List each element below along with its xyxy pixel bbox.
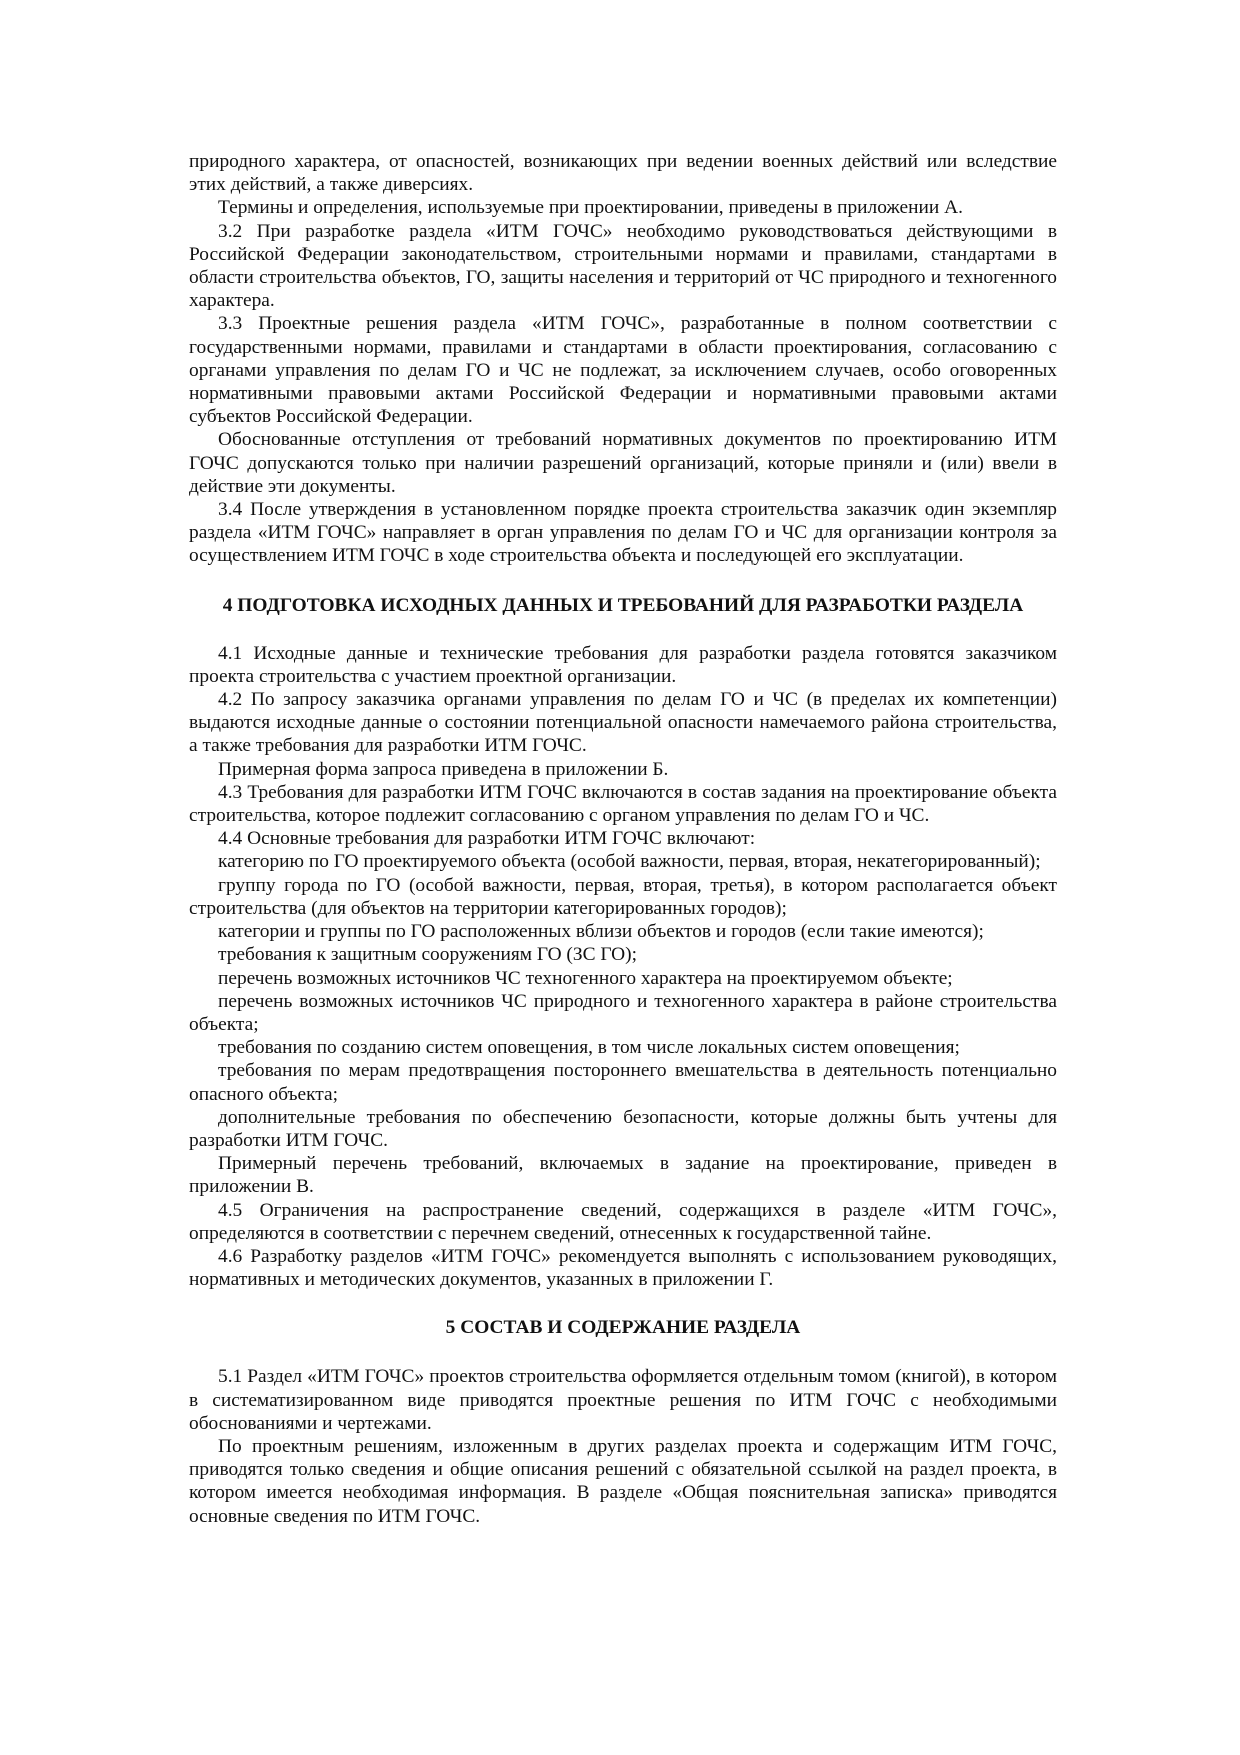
paragraph-4-1: 4.1 Исходные данные и технические требования для разработки раздела готовятся заказчиком проекта строительства с участием проектной организации. (189, 642, 1057, 687)
paragraph-3-3: 3.3 Проектные решения раздела «ИТМ ГОЧС», разработанные в полном соответствии с государственными нормами, правилами и стандартами в области проектирования, согласованию с органами управления по делам ГО и ЧС не подлежат, за исключением случаев, особо оговоренных нормативными правовыми актами Российской Федерации и нормативными правовыми актами субъектов Российской Федерации. (189, 313, 1057, 428)
list-item-nearby-categories: категории и группы по ГО расположенных вблизи объектов и городов (если такие имеются); (218, 921, 984, 943)
list-item-city-group: группу города по ГО (особой важности, первая, вторая, третья), в котором располагается объект строительства (для объектов на территории категорированных городов); (189, 874, 1057, 919)
list-item-interference-prevention: требования по мерам предотвращения постороннего вмешательства в деятельность потенциально опасного объекта; (189, 1060, 1057, 1105)
paragraph-4-4: 4.4 Основные требования для разработки ИТМ ГОЧС включают: (218, 828, 756, 850)
paragraph-5-1-other-sections: По проектным решениям, изложенным в других разделах проекта и содержащим ИТМ ГОЧС, приводятся только сведения и общие описания решений с обязательной ссылкой на раздел проекта, в котором имеется необходимая информация. В разделе «Общая пояснительная записка» приводятся основные сведения по ИТМ ГОЧС. (189, 1435, 1057, 1527)
paragraph-4-4-appendix: Примерный перечень требований, включаемых в задание на проектирование, приведен в приложении В. (189, 1153, 1057, 1198)
paragraph-4-2: 4.2 По запросу заказчика органами управления по делам ГО и ЧС (в пределах их компетенции) выдаются исходные данные о состоянии потенциальной опасности намечаемого района строительства, а также требования для разработки ИТМ ГОЧС. (189, 689, 1057, 757)
list-item-shelters: требования к защитным сооружениям ГО (ЗС ГО); (218, 944, 637, 966)
paragraph-4-5: 4.5 Ограничения на распространение сведений, содержащихся в разделе «ИТМ ГОЧС», определяются в соответствии с перечнем сведений, отнесенных к государственной тайне. (189, 1199, 1057, 1244)
paragraph-3-terms: Термины и определения, используемые при проектировании, приведены в приложении А. (218, 197, 963, 219)
list-item-area-sources: перечень возможных источников ЧС природного и техногенного характера в районе строительства объекта; (189, 990, 1057, 1035)
section-5-heading: 5 СОСТАВ И СОДЕРЖАНИЕ РАЗДЕЛА (445, 1317, 801, 1339)
paragraph-3-4: 3.4 После утверждения в установленном порядке проекта строительства заказчик один экземпляр раздела «ИТМ ГОЧС» направляет в орган управления по делам ГО и ЧС для организации контроля за осуществлением ИТМ ГОЧС в ходе строительства объекта и последующей его эксплуатации. (189, 499, 1057, 567)
paragraph-3-2: 3.2 При разработке раздела «ИТМ ГОЧС» необходимо руководствоваться действующими в Российской Федерации законодательством, строительными нормами и правилами, стандартами в области строительства объектов, ГО, защиты населения и территорий от ЧС природного и техногенного характера. (189, 220, 1057, 312)
paragraph-4-6: 4.6 Разработку разделов «ИТМ ГОЧС» рекомендуется выполнять с использованием руководящих, нормативных и методических документов, указанных в приложении Г. (189, 1245, 1057, 1291)
document-page (189, 150, 1057, 1528)
section-4-heading: 4 ПОДГОТОВКА ИСХОДНЫХ ДАННЫХ И ТРЕБОВАНИЙ ДЛЯ РАЗРАБОТКИ РАЗДЕЛА (222, 594, 1024, 616)
list-item-category: категорию по ГО проектируемого объекта (особой важности, первая, вторая, некатегорированный); (218, 851, 1041, 873)
paragraph-3-3-deviations: Обоснованные отступления от требований нормативных документов по проектированию ИТМ ГОЧС допускаются только при наличии разрешений организаций, которые приняли и (или) ввели в действие эти документы. (189, 429, 1057, 497)
paragraph-5-1: 5.1 Раздел «ИТМ ГОЧС» проектов строительства оформляется отдельным томом (книгой), в котором в систематизированном виде приводятся проектные решения по ИТМ ГОЧС с необходимыми обоснованиями и чертежами. (189, 1366, 1057, 1434)
paragraph-4-3: 4.3 Требования для разработки ИТМ ГОЧС включаются в состав задания на проектирование объекта строительства, которое подлежит согласованию с органом управления по делам ГО и ЧС. (189, 781, 1057, 827)
list-item-warning-systems: требования по созданию систем оповещения, в том числе локальных систем оповещения; (218, 1037, 960, 1059)
paragraph-4-2-form: Примерная форма запроса приведена в приложении Б. (218, 758, 669, 780)
paragraph-continuation: природного характера, от опасностей, возникающих при ведении военных действий или вследствие этих действий, а также диверсиях. (189, 151, 1057, 196)
list-item-additional-requirements: дополнительные требования по обеспечению безопасности, которые должны быть учтены для разработки ИТМ ГОЧС. (189, 1106, 1057, 1151)
list-item-technogenic-sources: перечень возможных источников ЧС техногенного характера на проектируемом объекте; (218, 967, 953, 989)
